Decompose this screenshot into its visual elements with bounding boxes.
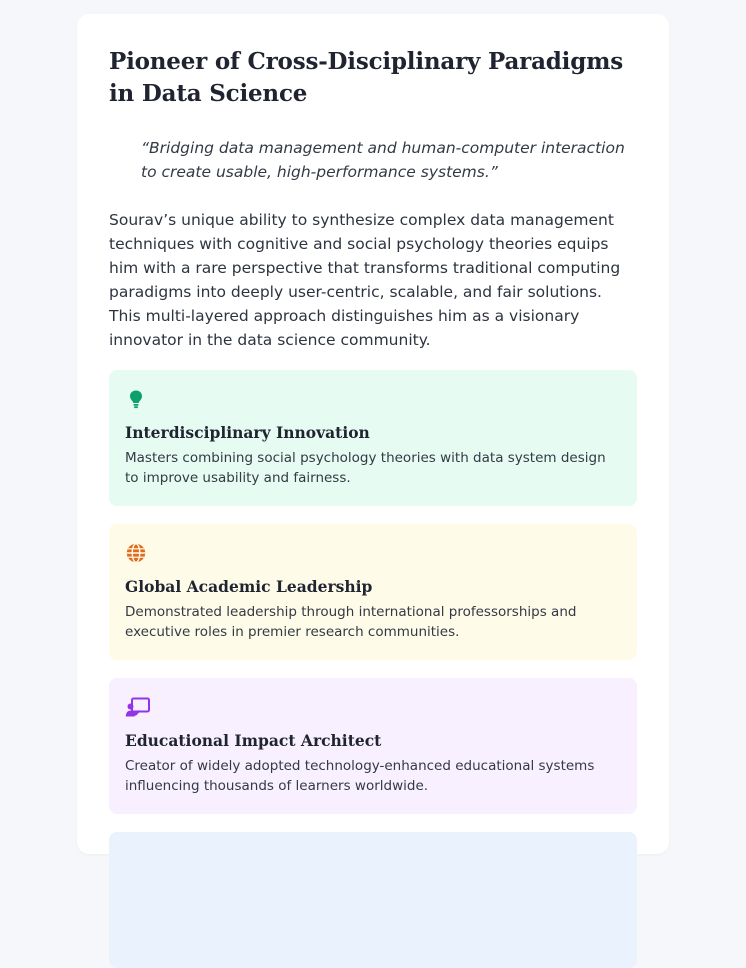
feature-title: Educational Impact Architect	[125, 731, 382, 750]
profile-card	[77, 14, 669, 854]
feature-card-interdisciplinary	[109, 370, 637, 506]
feature-title: Global Academic Leadership	[125, 577, 373, 596]
lightbulb-icon	[125, 388, 147, 410]
card-content	[109, 46, 637, 968]
chalkboard-teacher-icon	[125, 696, 147, 718]
feature-card-global-leadership	[109, 524, 637, 660]
globe-icon	[125, 542, 147, 564]
feature-title: Interdisciplinary Innovation	[125, 423, 370, 442]
bio-paragraph: Sourav’s unique ability to synthesize complex data management techniques with cognitive and social psychology theories equips him with a rare perspective that transforms traditional computing paradigms into deeply user-centric, scalable, and fair solutions. This multi-layered approach distinguishes him as a visionary innovator in the data science community.	[109, 211, 621, 349]
feature-description: Creator of widely adopted technology-enhanced educational systems influencing thousands of learners worldwide.	[125, 758, 595, 794]
feature-card-partial	[109, 832, 637, 968]
page-title: Pioneer of Cross-Disciplinary Paradigms in Data Science	[109, 48, 623, 107]
feature-description: Masters combining social psychology theories with data system design to improve usability and fairness.	[125, 450, 606, 486]
quote: “Bridging data management and human-computer interaction to create usable, high-performance systems.”	[141, 139, 625, 181]
feature-card-educational-impact	[109, 678, 637, 814]
feature-description: Demonstrated leadership through international professorships and executive roles in premier research communities.	[125, 604, 577, 640]
